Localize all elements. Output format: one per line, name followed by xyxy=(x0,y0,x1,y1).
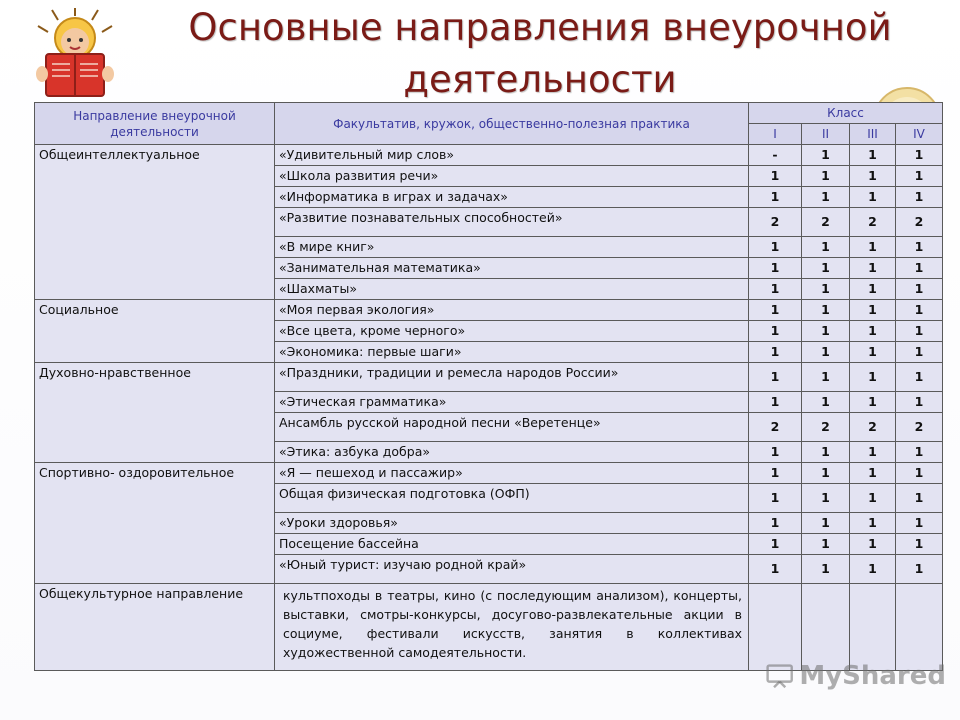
value-cell: 1 xyxy=(749,342,802,363)
activity-cell: «Занимательная математика» xyxy=(275,258,749,279)
activity-cell: «Удивительный мир слов» xyxy=(275,145,749,166)
value-cell: 1 xyxy=(850,513,896,534)
value-cell: 1 xyxy=(802,392,850,413)
value-cell: 1 xyxy=(802,363,850,392)
value-cell: 1 xyxy=(802,258,850,279)
header-grade-1: I xyxy=(749,124,802,145)
value-cell: 1 xyxy=(896,300,943,321)
activity-cell: «Школа развития речи» xyxy=(275,166,749,187)
value-cell: 1 xyxy=(802,555,850,584)
value-cell: 1 xyxy=(896,166,943,187)
value-cell: 1 xyxy=(850,363,896,392)
activity-cell: «Юный турист: изучаю родной край» xyxy=(275,555,749,584)
value-cell: 1 xyxy=(749,392,802,413)
value-cell: 2 xyxy=(896,208,943,237)
direction-cell: Спортивно- оздоровительное xyxy=(35,463,275,584)
activity-cell: «Этика: азбука добра» xyxy=(275,442,749,463)
value-cell: 1 xyxy=(749,300,802,321)
direction-cell: Социальное xyxy=(35,300,275,363)
value-cell: 1 xyxy=(896,555,943,584)
value-cell: 2 xyxy=(896,413,943,442)
value-cell: 1 xyxy=(896,342,943,363)
value-cell: 1 xyxy=(850,534,896,555)
value-cell: 1 xyxy=(896,513,943,534)
activity-cell: Общая физическая подготовка (ОФП) xyxy=(275,484,749,513)
value-cell: 1 xyxy=(896,484,943,513)
direction-cell: Духовно-нравственное xyxy=(35,363,275,463)
value-cell: 1 xyxy=(850,342,896,363)
value-cell: 1 xyxy=(802,442,850,463)
value-cell: 1 xyxy=(850,484,896,513)
value-cell: 1 xyxy=(850,187,896,208)
value-cell: 2 xyxy=(850,413,896,442)
value-cell: 2 xyxy=(850,208,896,237)
value-cell: 1 xyxy=(896,145,943,166)
header-grade: Класс xyxy=(749,103,943,124)
value-cell: 1 xyxy=(802,321,850,342)
table-row xyxy=(35,300,943,321)
value-cell: 1 xyxy=(749,166,802,187)
page-title-line-1: Основные направления внеурочной xyxy=(188,6,892,49)
activity-cell: «В мире книг» xyxy=(275,237,749,258)
value-cell: 1 xyxy=(749,187,802,208)
direction-cell: Общеинтеллектуальное xyxy=(35,145,275,300)
value-cell: 1 xyxy=(802,342,850,363)
value-cell: 1 xyxy=(850,392,896,413)
value-cell: 2 xyxy=(749,413,802,442)
value-cell: 1 xyxy=(850,279,896,300)
header-grade-4: IV xyxy=(896,124,943,145)
header-grade-3: III xyxy=(850,124,896,145)
activity-cell: Ансамбль русской народной песни «Веретенце» xyxy=(275,413,749,442)
activity-cell: «Я — пешеход и пассажир» xyxy=(275,463,749,484)
activity-cell: «Все цвета, кроме черного» xyxy=(275,321,749,342)
header-grade-2: II xyxy=(802,124,850,145)
activity-cell: «Развитие познавательных способностей» xyxy=(275,208,749,237)
value-cell: 1 xyxy=(749,463,802,484)
activity-cell: «Уроки здоровья» xyxy=(275,513,749,534)
activity-cell: «Экономика: первые шаги» xyxy=(275,342,749,363)
value-cell: 1 xyxy=(802,513,850,534)
value-cell: 1 xyxy=(749,484,802,513)
value-cell: 2 xyxy=(802,208,850,237)
value-cell: 1 xyxy=(802,145,850,166)
activity-cell: «Информатика в играх и задачах» xyxy=(275,187,749,208)
value-cell: 1 xyxy=(749,534,802,555)
direction-cell: Общекультурное направление xyxy=(35,584,275,671)
value-cell: 1 xyxy=(802,237,850,258)
value-cell: 1 xyxy=(802,187,850,208)
activity-cell: Посещение бассейна xyxy=(275,534,749,555)
header-activity: Факультатив, кружок, общественно-полезная практика xyxy=(275,103,749,145)
value-cell: 1 xyxy=(802,534,850,555)
value-cell: 1 xyxy=(802,484,850,513)
value-cell: 1 xyxy=(749,237,802,258)
table-row xyxy=(35,363,943,392)
value-cell: 1 xyxy=(896,321,943,342)
page-title-line-2: деятельности xyxy=(403,58,677,101)
activity-cell: «Моя первая экология» xyxy=(275,300,749,321)
value-cell: 1 xyxy=(896,237,943,258)
value-cell: 1 xyxy=(850,300,896,321)
table-row xyxy=(35,463,943,484)
value-cell: 1 xyxy=(802,463,850,484)
value-cell: 1 xyxy=(850,463,896,484)
watermark xyxy=(766,656,946,696)
value-cell: 1 xyxy=(896,534,943,555)
value-cell: 1 xyxy=(850,166,896,187)
value-cell: 1 xyxy=(850,555,896,584)
value-cell: 1 xyxy=(802,300,850,321)
activity-cell: «Этическая грамматика» xyxy=(275,392,749,413)
value-cell: 1 xyxy=(749,513,802,534)
value-cell: 1 xyxy=(802,279,850,300)
value-cell: 1 xyxy=(850,258,896,279)
value-cell: 1 xyxy=(749,321,802,342)
value-cell: 1 xyxy=(850,321,896,342)
value-cell: 1 xyxy=(749,442,802,463)
activity-cell: «Праздники, традиции и ремесла народов России» xyxy=(275,363,749,392)
value-cell: 2 xyxy=(749,208,802,237)
value-cell: 1 xyxy=(896,279,943,300)
activities-table xyxy=(34,102,943,671)
table-row xyxy=(35,145,943,166)
value-cell: 1 xyxy=(850,237,896,258)
page-title xyxy=(120,2,960,106)
value-cell: 1 xyxy=(749,258,802,279)
value-cell: 1 xyxy=(749,279,802,300)
value-cell: 1 xyxy=(896,187,943,208)
value-cell: 1 xyxy=(802,166,850,187)
header-direction: Направление внеурочной деятельности xyxy=(35,103,275,145)
watermark-text: MyShared xyxy=(799,661,946,691)
value-cell: 1 xyxy=(850,442,896,463)
value-cell: 1 xyxy=(896,463,943,484)
value-cell: 1 xyxy=(749,555,802,584)
value-cell: - xyxy=(749,145,802,166)
presentation-icon xyxy=(766,661,793,691)
value-cell: 1 xyxy=(850,145,896,166)
value-cell: 1 xyxy=(896,258,943,279)
value-cell: 2 xyxy=(802,413,850,442)
activity-cell: «Шахматы» xyxy=(275,279,749,300)
value-cell: 1 xyxy=(749,363,802,392)
value-cell: 1 xyxy=(896,442,943,463)
value-cell: 1 xyxy=(896,363,943,392)
activity-cell: культпоходы в театры, кино (с последующим анализом), концерты, выставки, смотры-конкурсы, досугово-развлекательные акции в социуме, фестивали искусств, занятия в коллективах художественной самодеятельности. xyxy=(275,584,749,671)
value-cell: 1 xyxy=(896,392,943,413)
reading-child-illustration xyxy=(30,8,120,108)
